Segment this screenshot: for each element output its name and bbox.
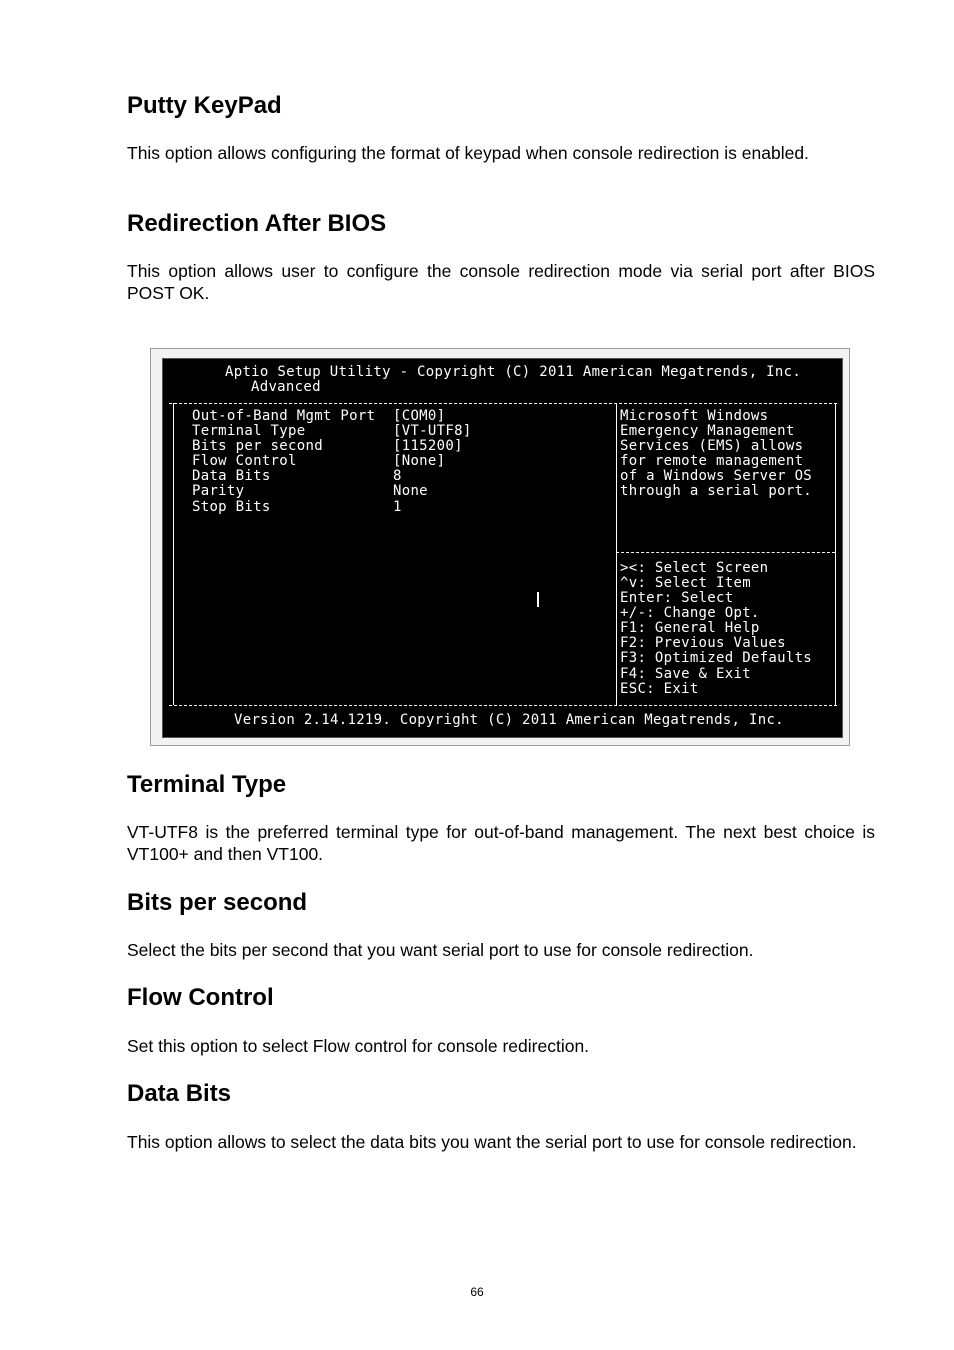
text-terminal-type: VT-UTF8 is the preferred terminal type for out-of-band management. The next best choice is VT100+ and then VT100.: [127, 822, 875, 864]
frame-right-border: [835, 403, 836, 705]
setting-value-data-bits[interactable]: 8: [393, 468, 402, 484]
help-line: Services (EMS) allows: [620, 438, 804, 454]
setting-label-stop-bits[interactable]: Stop Bits: [192, 499, 271, 515]
setting-label-flow-control[interactable]: Flow Control: [192, 453, 297, 469]
help-line: Microsoft Windows: [620, 408, 769, 424]
key-legend-item: F1: General Help: [620, 620, 760, 636]
frame-top-border: [169, 403, 837, 404]
key-legend-item: F3: Optimized Defaults: [620, 650, 813, 666]
help-line: Emergency Management: [620, 423, 795, 439]
text-redirection-after-bios: This option allows user to configure the console redirection mode via serial port after BIOS POST OK.: [127, 261, 875, 303]
heading-data-bits: Data Bits: [127, 1080, 232, 1107]
help-divider: [616, 552, 835, 553]
heading-putty-keypad: Putty KeyPad: [127, 92, 282, 119]
setting-label-data-bits[interactable]: Data Bits: [192, 468, 271, 484]
bios-version: Version 2.14.1219. Copyright (C) 2011 American Megatrends, Inc.: [234, 712, 784, 728]
key-legend-item: F4: Save & Exit: [620, 666, 751, 682]
text-putty-keypad: This option allows configuring the format of keypad when console redirection is enabled.: [127, 143, 809, 163]
key-legend-item: ><: Select Screen: [620, 560, 769, 576]
setting-value-bits-per-second[interactable]: [115200]: [393, 438, 463, 454]
frame-left-border: [173, 403, 174, 705]
setting-label-terminal-type[interactable]: Terminal Type: [192, 423, 306, 439]
text-flow-control: Set this option to select Flow control for console redirection.: [127, 1036, 590, 1056]
key-legend-item: ESC: Exit: [620, 681, 699, 697]
frame-bottom-border: [169, 705, 837, 706]
heading-flow-control: Flow Control: [127, 984, 274, 1011]
heading-redirection-after-bios: Redirection After BIOS: [127, 210, 387, 237]
heading-bits-per-second: Bits per second: [127, 889, 308, 916]
setting-label-oob-port[interactable]: Out-of-Band Mgmt Port: [192, 408, 376, 424]
help-line: through a serial port.: [620, 483, 813, 499]
bios-title: Aptio Setup Utility - Copyright (C) 2011 American Megatrends, Inc.: [225, 364, 802, 380]
setting-value-parity[interactable]: None: [393, 483, 428, 499]
help-line: of a Windows Server OS: [620, 468, 813, 484]
key-legend-item: Enter: Select: [620, 590, 734, 606]
text-bits-per-second: Select the bits per second that you want serial port to use for console redirection.: [127, 940, 754, 960]
help-line: for remote management: [620, 453, 804, 469]
frame-divider: [616, 403, 617, 705]
page-number: 66: [470, 1285, 484, 1299]
bios-screenshot: [150, 348, 850, 746]
key-legend-item: ^v: Select Item: [620, 575, 751, 591]
text-cursor: [537, 592, 539, 607]
setting-value-stop-bits[interactable]: 1: [393, 499, 402, 515]
bios-terminal: [162, 358, 843, 738]
key-legend-item: +/-: Change Opt.: [620, 605, 760, 621]
key-legend-item: F2: Previous Values: [620, 635, 786, 651]
text-data-bits: This option allows to select the data bits you want the serial port to use for console redirection.: [127, 1132, 857, 1152]
setting-label-parity[interactable]: Parity: [192, 483, 245, 499]
setting-value-flow-control[interactable]: [None]: [393, 453, 446, 469]
setting-label-bits-per-second[interactable]: Bits per second: [192, 438, 323, 454]
heading-terminal-type: Terminal Type: [127, 771, 287, 798]
bios-tab-advanced[interactable]: Advanced: [251, 379, 321, 395]
setting-value-oob-port[interactable]: [COM0]: [393, 408, 446, 424]
setting-value-terminal-type[interactable]: [VT-UTF8]: [393, 423, 472, 439]
